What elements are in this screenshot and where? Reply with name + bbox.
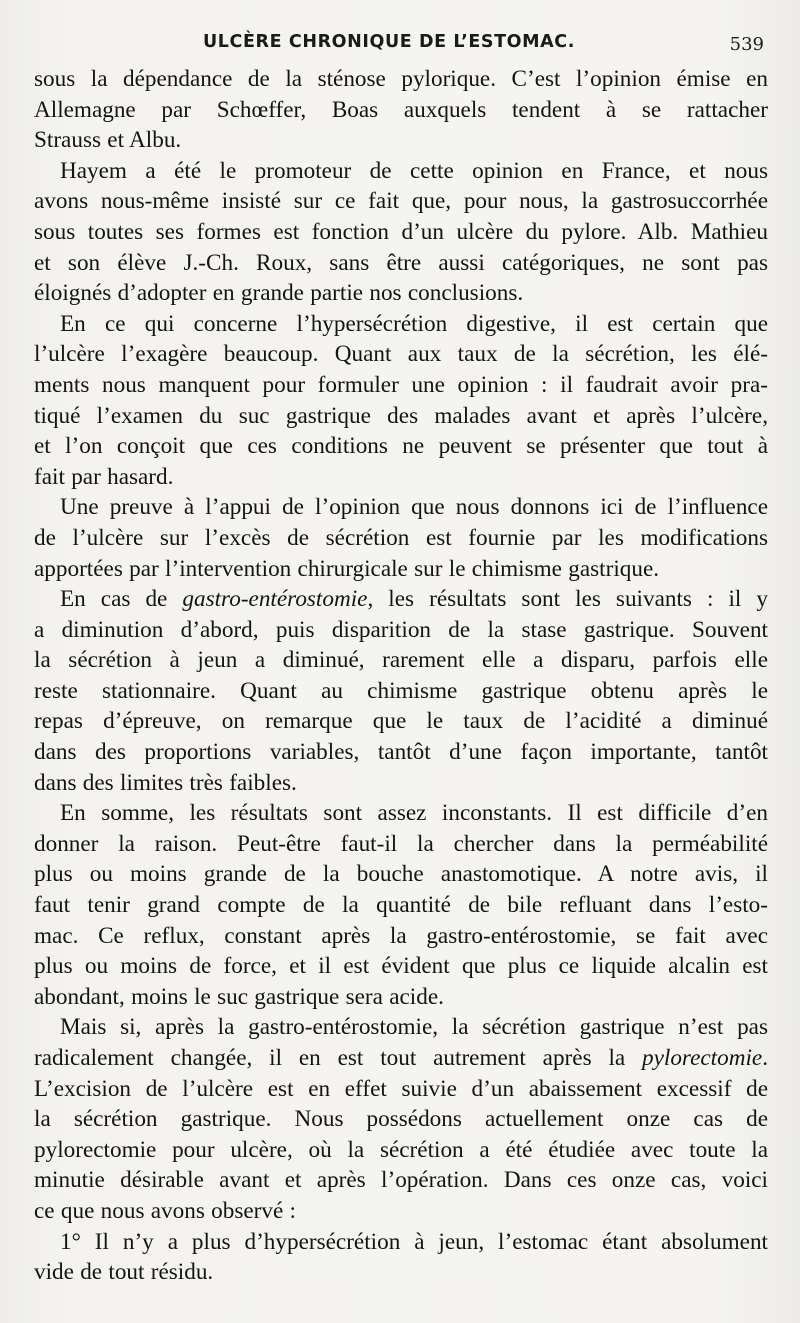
paragraph [34, 309, 768, 493]
text-line: plus ou moins de force, et il est évident que plus ce liquide alcalin est [34, 953, 768, 980]
text-line: L’excision de l’ulcère est en effet suivie d’un abaissement excessif de [34, 1075, 768, 1102]
text-line: et son élève J.-Ch. Roux, sans être aussi catégoriques, ne sont pas [34, 249, 768, 276]
paragraph [34, 1227, 768, 1288]
paragraph [34, 64, 768, 156]
text-line: tiqué l’examen du suc gastrique des malades avant et après l’ulcère, [34, 402, 768, 429]
italic-term: pylorectomie [642, 1045, 763, 1071]
text-line: donner la raison. Peut-être faut-il la chercher dans la perméabilité [34, 830, 768, 857]
text-line: abondant, moins le suc gastrique sera acide. [34, 983, 444, 1010]
text-line [34, 1043, 768, 1074]
text-line: pylorectomie pour ulcère, où la sécrétion a été étudiée avec toute la [34, 1136, 768, 1163]
text-line: mac. Ce reflux, constant après la gastro-entérostomie, se fait avec [34, 922, 768, 949]
text-line: de l’ulcère sur l’excès de sécrétion est fournie par les modifications [34, 524, 768, 551]
text-line: apportées par l’intervention chirurgicale sur le chimisme gastrique. [34, 555, 660, 582]
text-line: reste stationnaire. Quant au chimisme gastrique obtenu après le [34, 677, 768, 704]
text-line: a diminution d’abord, puis disparition de la stase gastrique. Souvent [34, 616, 768, 643]
text-line: 1° Il n’y a plus d’hypersécrétion à jeun, l’estomac étant absolument [60, 1228, 768, 1255]
text-run: . [762, 1045, 768, 1071]
text-run: radicalement changée, il en est tout autrement après la [34, 1045, 643, 1071]
text-line: Strauss et Albu. [34, 127, 182, 154]
text-line: dans des proportions variables, tantôt d’une façon importante, tantôt [34, 739, 768, 766]
paragraph [34, 798, 768, 1012]
text-line: dans des limites très faibles. [34, 769, 297, 796]
text-run: En cas de [60, 586, 183, 613]
text-line: sous la dépendance de la sténose pylorique. C’est l’opinion émise en [34, 66, 768, 92]
text-line: Mais si, après la gastro-entérostomie, la sécrétion gastrique n’est pas [60, 1014, 768, 1041]
text-line: et l’on conçoit que ces conditions ne peuvent se présenter que tout à [34, 433, 768, 460]
text-line: minutie désirable avant et après l’opération. Dans ces onze cas, voici [34, 1167, 768, 1194]
text-line: éloignés d’adopter en grande partie nos conclusions. [34, 280, 524, 307]
text-line: En ce qui concerne l’hypersécrétion digestive, il est certain que [60, 310, 768, 337]
body-text [34, 64, 768, 1288]
text-line [34, 584, 768, 615]
text-line: l’ulcère l’exagère beaucoup. Quant aux taux de la sécrétion, les élé- [34, 341, 768, 368]
paragraph [34, 492, 768, 584]
text-line: faut tenir grand compte de la quantité de bile refluant dans l’esto- [34, 892, 768, 919]
text-line: la sécrétion à jeun a diminué, rarement elle a disparu, parfois elle [34, 647, 768, 674]
text-line: Une preuve à l’appui de l’opinion que nous donnons ici de l’influence [60, 494, 768, 521]
text-run: , les résultats sont les suivants : il y [367, 586, 768, 613]
text-line: ce que nous avons observé : [34, 1197, 297, 1224]
running-head [0, 30, 800, 58]
page-number: 539 [729, 34, 764, 55]
paragraph [34, 156, 768, 309]
text-line: fait par hasard. [34, 463, 174, 490]
text-line: ments nous manquent pour formuler une opinion : il faudrait avoir pra- [34, 371, 768, 398]
paragraph [34, 584, 768, 798]
text-line: avons nous-même insisté sur ce fait que, pour nous, la gastrosuccorrhée [34, 188, 768, 215]
text-line: la sécrétion gastrique. Nous possédons actuellement onze cas de [34, 1106, 768, 1133]
text-line: sous toutes ses formes est fonction d’un ulcère du pylore. Alb. Mathieu [34, 218, 768, 245]
text-line: En somme, les résultats sont assez inconstants. Il est difficile d’en [60, 800, 768, 827]
running-title: ULCÈRE CHRONIQUE DE L’ESTOMAC. [203, 32, 575, 52]
italic-term: gastro-entérostomie [182, 586, 368, 613]
text-line: plus ou moins grande de la bouche anastomotique. A notre avis, il [34, 861, 768, 888]
text-line: vide de tout résidu. [34, 1259, 214, 1286]
text-line: Hayem a été le promoteur de cette opinion en France, et nous [60, 157, 768, 184]
paragraph [34, 1012, 768, 1226]
text-line: repas d’épreuve, on remarque que le taux de l’acidité a diminué [34, 708, 768, 735]
text-line: Allemagne par Schœffer, Boas auxquels tendent à se rattacher [34, 96, 768, 123]
